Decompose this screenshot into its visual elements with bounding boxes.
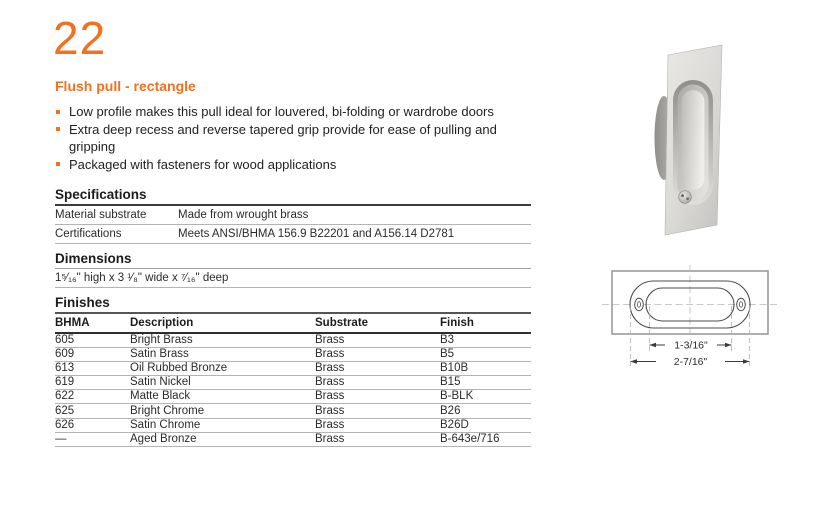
arrow-left-icon <box>631 359 638 364</box>
technical-drawing-image <box>598 262 808 377</box>
table-cell: Satin Chrome <box>130 418 315 432</box>
bullet-icon <box>56 110 60 114</box>
bullet-icon <box>56 162 60 166</box>
column-header: Description <box>130 313 315 333</box>
screw-hole-left <box>681 194 684 197</box>
table-cell: 619 <box>55 376 130 390</box>
table-cell: 625 <box>55 404 130 418</box>
table-cell: B10B <box>440 361 531 375</box>
spec-row <box>55 225 531 244</box>
feature-list <box>55 103 531 173</box>
table-row <box>55 418 531 432</box>
table-cell: Aged Bronze <box>130 432 315 446</box>
content-column <box>55 0 531 447</box>
table-cell: B5 <box>440 347 531 361</box>
table-cell: B15 <box>440 376 531 390</box>
spec-value: Meets ANSI/BHMA 156.9 B22201 and A156.14 D2781 <box>178 225 531 244</box>
feature-item <box>55 121 531 156</box>
table-cell: 622 <box>55 390 130 404</box>
spec-value: Made from wrought brass <box>178 205 531 225</box>
table-cell: Matte Black <box>130 390 315 404</box>
feature-text: Packaged with fasteners for wood applications <box>69 156 337 172</box>
table-cell: 605 <box>55 333 130 348</box>
table-row <box>55 376 531 390</box>
table-cell: Brass <box>315 404 440 418</box>
table-cell: B-643e/716 <box>440 432 531 446</box>
product-title: Flush pull - rectangle <box>55 78 196 94</box>
specifications-table <box>55 204 531 244</box>
table-row <box>55 390 531 404</box>
spec-table-body <box>55 205 531 244</box>
page-number: 22 <box>53 12 107 64</box>
table-cell: Brass <box>315 347 440 361</box>
table-cell: B26 <box>440 404 531 418</box>
table-cell: Brass <box>315 376 440 390</box>
dimension-label-inner: 1-3/16" <box>674 339 708 352</box>
table-cell: Oil Rubbed Bronze <box>130 361 315 375</box>
feature-item <box>55 103 531 121</box>
table-cell: Brass <box>315 333 440 348</box>
dimensions-text: 1⁵⁄₁₆" high x 3 ¹⁄₈" wide x ⁷⁄₁₆" deep <box>55 268 531 288</box>
feature-text: Low profile makes this pull ideal for louvered, bi-folding or wardrobe doors <box>69 104 494 119</box>
table-cell: Satin Nickel <box>130 376 315 390</box>
product-photo <box>650 38 760 250</box>
column-header: Finish <box>440 313 531 333</box>
column-header: Substrate <box>315 313 440 333</box>
dimension-label-outer: 2-7/16" <box>673 356 708 368</box>
table-cell: 609 <box>55 347 130 361</box>
table-cell: Brass <box>315 432 440 446</box>
table-row <box>55 361 531 375</box>
table-cell: Brass <box>315 418 440 432</box>
table-cell: Satin Brass <box>130 347 315 361</box>
finishes-table <box>55 312 531 447</box>
feature-text: Extra deep recess and reverse tapered grip provide for ease of pulling and gripping <box>69 121 497 154</box>
screw-hole-right <box>686 197 689 200</box>
spec-label: Material substrate <box>55 205 178 225</box>
table-cell: Brass <box>315 361 440 375</box>
drawing-screw-hole-left <box>635 298 644 310</box>
technical-drawing <box>598 262 808 377</box>
column-header: BHMA <box>55 313 130 333</box>
spec-row <box>55 205 531 225</box>
table-cell: Bright Brass <box>130 333 315 348</box>
finishes-header-row <box>55 313 531 333</box>
table-cell: B-BLK <box>440 390 531 404</box>
product-photo-image <box>650 38 760 250</box>
table-cell: B3 <box>440 333 531 348</box>
table-cell: Brass <box>315 390 440 404</box>
table-row <box>55 333 531 348</box>
feature-item <box>55 156 531 174</box>
drawing-screw-hole-right <box>737 298 746 310</box>
finishes-heading: Finishes <box>55 295 110 310</box>
specifications-heading: Specifications <box>55 187 147 202</box>
finishes-table-body <box>55 333 531 447</box>
table-cell: B26D <box>440 418 531 432</box>
table-cell: 626 <box>55 418 130 432</box>
spec-label: Certifications <box>55 225 178 244</box>
table-row <box>55 347 531 361</box>
arrow-right-icon <box>743 359 750 364</box>
bullet-icon <box>56 127 60 131</box>
table-row <box>55 432 531 446</box>
screw-icon <box>679 191 692 204</box>
table-cell: — <box>55 432 130 446</box>
arrow-right-icon <box>725 343 732 348</box>
table-row <box>55 404 531 418</box>
table-cell: Bright Chrome <box>130 404 315 418</box>
pull-recess-back <box>682 90 705 190</box>
dimensions-heading: Dimensions <box>55 251 132 266</box>
arrow-left-icon <box>650 343 657 348</box>
table-cell: 613 <box>55 361 130 375</box>
